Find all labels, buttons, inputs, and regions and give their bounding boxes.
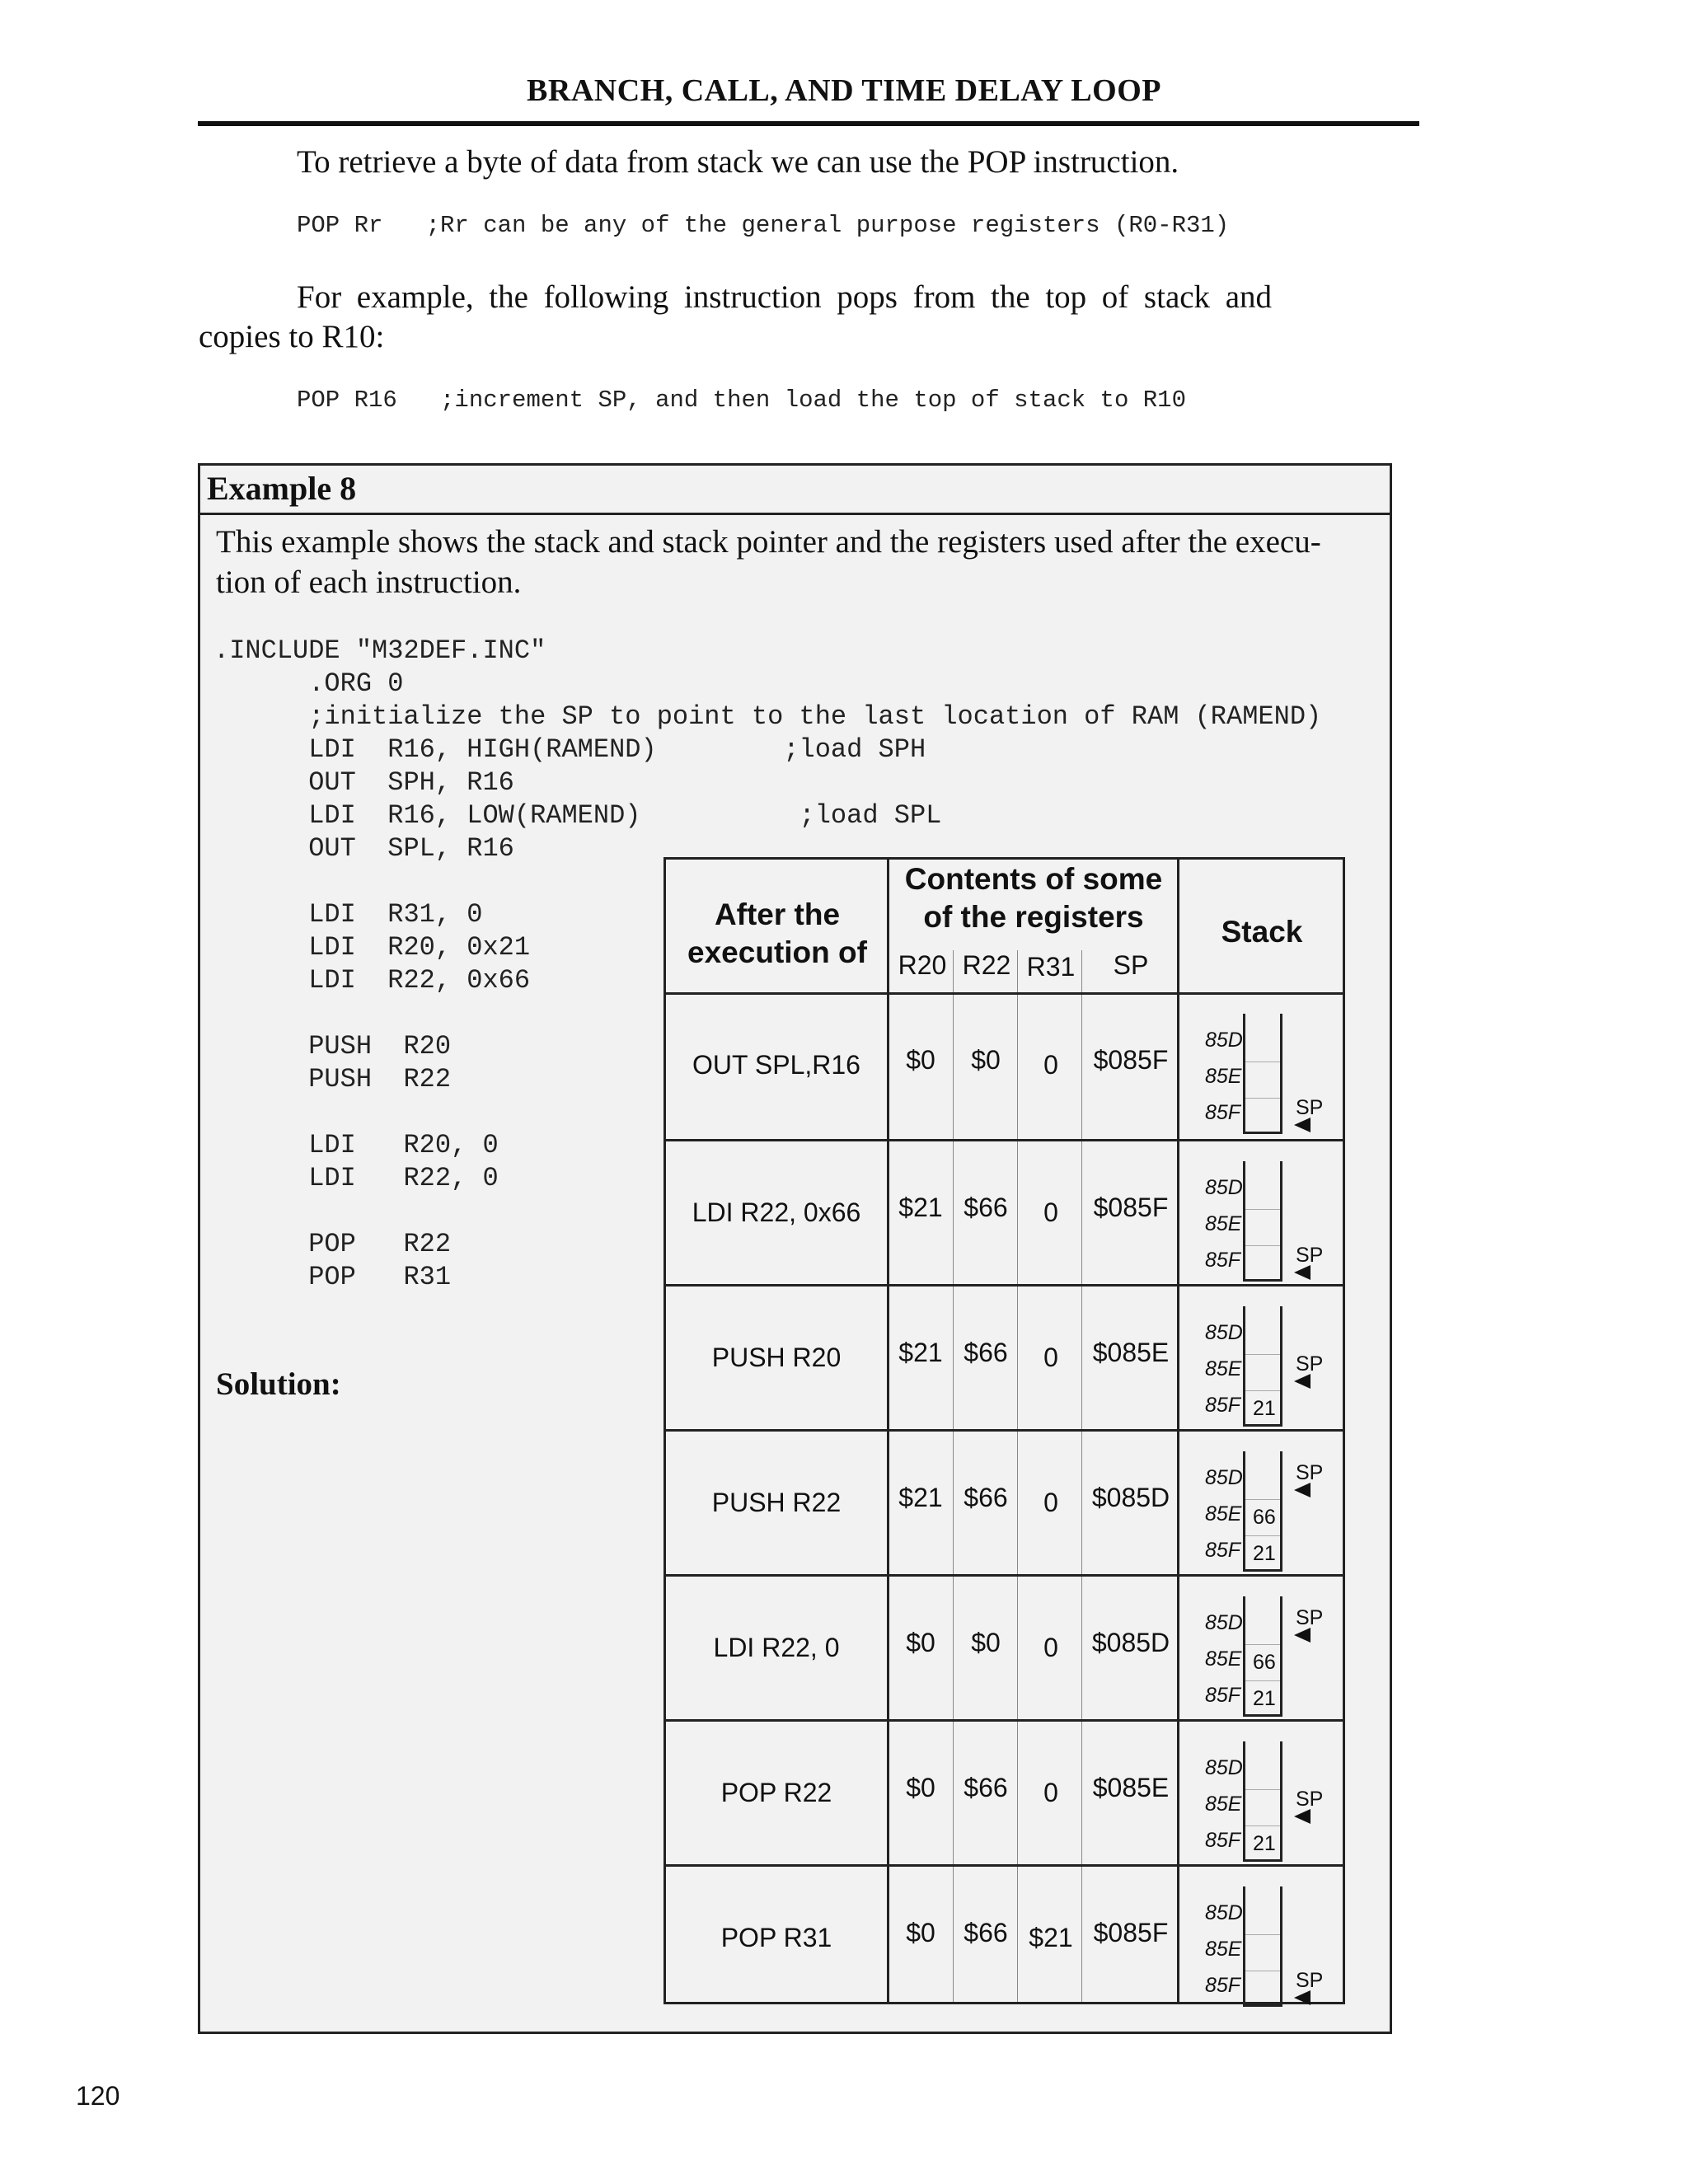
stack-pointer-arrow-icon: [1294, 1118, 1311, 1132]
r22-cell: $66: [964, 1918, 1008, 1947]
column-label-r31: R31: [1026, 952, 1076, 982]
stack-diagram: [1179, 1867, 1343, 2012]
stack-address: 85F: [1205, 1539, 1241, 1562]
stack-pointer-arrow-icon: [1294, 1990, 1311, 2005]
example-box: [198, 463, 1392, 2034]
stack-pointer-label: SP: [1296, 1244, 1324, 1267]
example-description: [216, 522, 1386, 602]
intro-paragraph-2-line-1: For example, the following instruction pops from the top of stack and: [297, 279, 1272, 315]
stack-address: 85D: [1205, 1466, 1243, 1489]
table-row: [666, 994, 1343, 1139]
r20-cell: $0: [906, 1045, 935, 1075]
stack-pointer-arrow-icon: [1294, 1374, 1311, 1389]
stack-address: 85D: [1205, 1901, 1243, 1924]
stack-address: 85D: [1205, 1029, 1243, 1052]
instruction-cell: POP R22: [720, 1778, 832, 1807]
stack-pointer-label: SP: [1296, 1096, 1324, 1119]
table-row: [666, 1139, 1343, 1284]
stack-pointer-label: SP: [1296, 1969, 1324, 1992]
header-register-contents: Contents of some of the registers: [904, 862, 1163, 934]
r31-cell: 0: [1043, 1488, 1058, 1517]
stack-slot-divider: [1245, 1499, 1280, 1500]
stack-pointer-arrow-icon: [1294, 1628, 1311, 1643]
table-row: [666, 1864, 1343, 2009]
stack-address: 85F: [1205, 1394, 1241, 1417]
stack-slot-divider: [1245, 1098, 1280, 1099]
stack-slot-divider: [1245, 1644, 1280, 1645]
code-line: LDI R16, LOW(RAMEND) ;load SPL: [213, 800, 942, 831]
page-number: 120: [76, 2081, 120, 2111]
stack-diagram: [1179, 1432, 1343, 1577]
r31-cell: 0: [1043, 1343, 1058, 1372]
stack-address: 85E: [1205, 1938, 1242, 1961]
r20-cell: $0: [906, 1628, 935, 1657]
column-label-r20: R20: [898, 950, 947, 980]
stack-memory-box: [1243, 1161, 1282, 1282]
code-line: LDI R22, 0x66: [213, 965, 531, 996]
intro-code-1: POP Rr ;Rr can be any of the general purpose registers (R0-R31): [297, 212, 1230, 239]
stack-address: 85D: [1205, 1611, 1243, 1634]
stack-value: 66: [1253, 1506, 1276, 1529]
stack-diagram: [1179, 1286, 1343, 1432]
header-rule: [198, 121, 1419, 126]
code-line: LDI R20, 0x21: [213, 932, 531, 963]
stack-value: 21: [1253, 1397, 1276, 1420]
example-description-line-2: tion of each instruction.: [216, 565, 522, 600]
r22-cell: $0: [971, 1045, 1001, 1075]
table-row: [666, 1719, 1343, 1864]
stack-diagram: [1179, 1722, 1343, 1867]
code-line: ;initialize the SP to point to the last location of RAM (RAMEND): [213, 701, 1322, 732]
stack-slot-divider: [1245, 1390, 1280, 1391]
column-label-sp: SP: [1113, 950, 1149, 980]
r22-cell: $66: [964, 1193, 1008, 1222]
r31-cell: 0: [1043, 1778, 1058, 1807]
stack-value: 21: [1253, 1832, 1276, 1855]
stack-address: 85E: [1205, 1357, 1242, 1380]
code-line: OUT SPL, R16: [213, 833, 514, 864]
sp-cell: $085F: [1093, 1045, 1169, 1075]
sp-cell: $085D: [1091, 1483, 1170, 1512]
stack-address: 85F: [1205, 1829, 1241, 1852]
code-line: .INCLUDE "M32DEF.INC": [213, 635, 546, 666]
code-line: PUSH R22: [213, 1064, 452, 1094]
stack-memory-box: [1243, 1014, 1282, 1134]
stack-address: 85F: [1205, 1101, 1241, 1124]
code-line: LDI R16, HIGH(RAMEND) ;load SPH: [213, 734, 926, 765]
r31-cell: 0: [1043, 1633, 1058, 1662]
stack-diagram: [1179, 994, 1343, 1139]
stack-pointer-arrow-icon: [1294, 1265, 1311, 1280]
stack-pointer-arrow-icon: [1294, 1483, 1311, 1497]
r22-cell: $66: [964, 1483, 1008, 1512]
sp-cell: $085F: [1093, 1918, 1169, 1947]
code-line: LDI R22, 0: [213, 1163, 499, 1193]
stack-address: 85F: [1205, 1249, 1241, 1272]
intro-paragraph-1: To retrieve a byte of data from stack we can use the POP instruction.: [297, 144, 1179, 180]
stack-value: 21: [1253, 1542, 1276, 1565]
stack-slot-divider: [1245, 1789, 1280, 1790]
running-head: BRANCH, CALL, AND TIME DELAY LOOP: [527, 73, 1161, 108]
stack-address: 85D: [1205, 1321, 1243, 1344]
stack-address: 85F: [1205, 1974, 1241, 1997]
instruction-cell: POP R31: [720, 1923, 832, 1952]
stack-address: 85D: [1205, 1756, 1243, 1779]
code-line: LDI R20, 0: [213, 1130, 499, 1160]
example-title: Example 8: [207, 470, 357, 507]
stack-pointer-arrow-icon: [1294, 1809, 1311, 1824]
header-after-execution: After the execution of: [687, 898, 867, 969]
r22-cell: $66: [964, 1338, 1008, 1367]
r20-cell: $0: [906, 1773, 935, 1802]
stack-slot-divider: [1245, 1354, 1280, 1355]
stack-slot-divider: [1245, 1535, 1280, 1536]
instruction-cell: OUT SPL,R16: [692, 1050, 860, 1080]
instruction-cell: PUSH R22: [711, 1488, 842, 1517]
r22-cell: $0: [971, 1628, 1001, 1657]
sp-cell: $085D: [1091, 1628, 1170, 1657]
code-line: PUSH R20: [213, 1031, 452, 1062]
r20-cell: $21: [898, 1193, 943, 1222]
r31-cell: 0: [1043, 1197, 1058, 1227]
stack-address: 85E: [1205, 1065, 1242, 1088]
intro-paragraph-2-line-2: copies to R10:: [199, 319, 385, 354]
solution-label: Solution:: [216, 1366, 341, 1402]
stack-pointer-label: SP: [1296, 1788, 1324, 1811]
stack-value: 66: [1253, 1651, 1276, 1674]
table-row: [666, 1284, 1343, 1429]
r20-cell: $21: [898, 1483, 943, 1512]
stack-value: 21: [1253, 1687, 1276, 1710]
example-description-line-1: This example shows the stack and stack pointer and the registers used after the execu-: [216, 524, 1321, 560]
table-row: [666, 1429, 1343, 1574]
r31-cell: $21: [1029, 1923, 1073, 1952]
instruction-cell: LDI R22, 0: [713, 1633, 840, 1662]
example-title-bar: [200, 466, 1390, 515]
stack-address: 85E: [1205, 1793, 1242, 1816]
code-line: LDI R31, 0: [213, 899, 483, 930]
intro-code-2: POP R16 ;increment SP, and then load the top of stack to R10: [297, 387, 1186, 414]
header-stack: Stack: [1221, 915, 1303, 949]
stack-address: 85F: [1205, 1684, 1241, 1707]
r22-cell: $66: [964, 1773, 1008, 1802]
stack-address: 85E: [1205, 1502, 1242, 1526]
table-row: [666, 1574, 1343, 1719]
sp-cell: $085F: [1093, 1193, 1169, 1222]
instruction-cell: PUSH R20: [711, 1343, 842, 1372]
instruction-cell: LDI R22, 0x66: [692, 1197, 861, 1227]
stack-slot-divider: [1245, 1209, 1280, 1210]
r20-cell: $0: [906, 1918, 935, 1947]
stack-slot-divider: [1245, 1934, 1280, 1935]
column-label-r22: R22: [962, 950, 1011, 980]
stack-diagram: [1179, 1141, 1343, 1286]
code-line: .ORG 0: [213, 668, 404, 699]
stack-diagram: [1179, 1577, 1343, 1722]
stack-pointer-label: SP: [1296, 1352, 1324, 1376]
stack-address: 85E: [1205, 1212, 1242, 1235]
stack-address: 85E: [1205, 1647, 1242, 1671]
sp-cell: $085E: [1092, 1338, 1170, 1367]
stack-pointer-label: SP: [1296, 1461, 1324, 1484]
sp-cell: $085E: [1092, 1773, 1170, 1802]
stack-slot-divider: [1245, 1680, 1280, 1681]
stack-slot-divider: [1245, 1825, 1280, 1826]
stack-address: 85D: [1205, 1176, 1243, 1199]
code-line: OUT SPH, R16: [213, 767, 514, 798]
code-line: POP R31: [213, 1262, 452, 1292]
r20-cell: $21: [898, 1338, 943, 1367]
stack-slot-divider: [1245, 1245, 1280, 1246]
stack-pointer-label: SP: [1296, 1606, 1324, 1629]
stack-memory-box: [1243, 1886, 1282, 2007]
r31-cell: 0: [1043, 1050, 1058, 1080]
code-line: POP R22: [213, 1229, 452, 1259]
execution-table: [663, 857, 1345, 2004]
